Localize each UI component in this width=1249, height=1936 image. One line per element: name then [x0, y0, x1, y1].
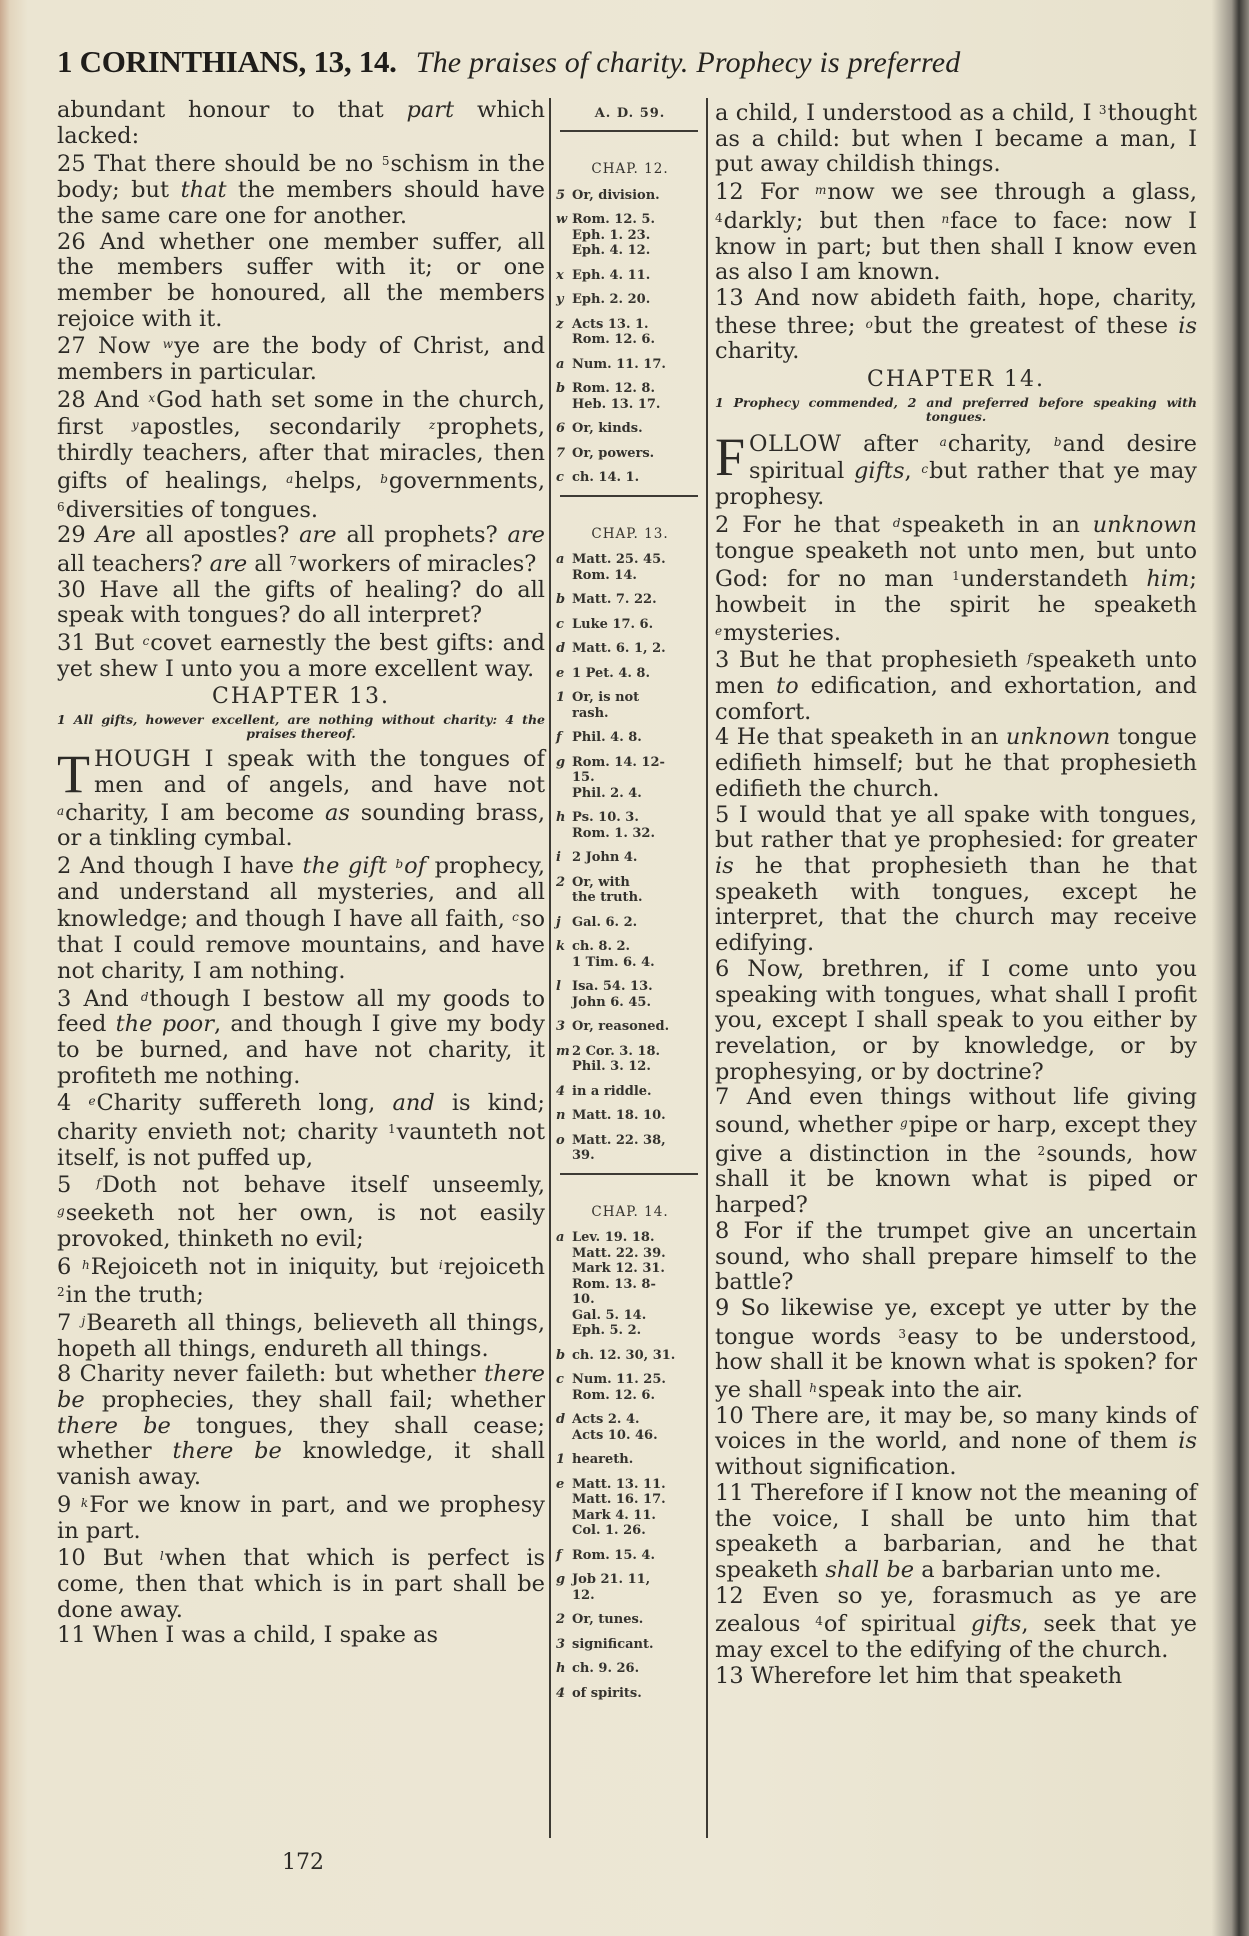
book-chapter-heading: 1 CORINTHIANS, 13, 14. — [57, 44, 397, 79]
reference-marker: z — [429, 418, 436, 433]
verse: 12 For $^m$now we see through a glass, $^4$darkly; but then $^n$face to face: now I know in part; but then shall I know even as also I am known. — [715, 179, 1197, 286]
verse: 26 And whether one member suffer, all the members suffer with it; or one member be honoured, all the members rejoice with it. — [57, 228, 545, 332]
verse: 6 Now, brethren, if I come unto you speaking with tongues, what shall I profit you, except I shall speak to you either by revelation, or by knowledge, or by prophesying, or by doctrine? — [715, 955, 1197, 1085]
verse: 13 Wherefore let him that speaketh — [715, 1662, 1123, 1689]
reference-marker: a — [556, 552, 565, 567]
verse: abundant honour to that part which lacked: — [57, 97, 545, 149]
verse: 29 Are all apostles? are all prophets? are all teachers? are all $^7$workers of miracles? — [57, 522, 545, 577]
cross-reference — [556, 381, 704, 412]
cross-reference — [556, 268, 704, 284]
verse: 5 $^f$Doth not behave itself unseemly, $^g$seeketh not her own, is not easily provoked, thinketh no evil; — [57, 1172, 545, 1252]
cross-reference — [556, 188, 704, 204]
reference-marker: a — [556, 356, 565, 372]
reference-marker: 3 — [556, 1019, 566, 1034]
reference-marker: x — [148, 390, 156, 405]
verse: 30 Have all the gifts of healing? do all speak with tongues? do all interpret? — [57, 576, 545, 629]
cross-reference — [556, 641, 704, 657]
reference-marker: 2 — [556, 1612, 566, 1627]
reference-marker: x — [556, 267, 564, 283]
chapter-reference-heading: CHAP. 13. — [591, 525, 669, 542]
reference-text: Lev. 19. 18. Matt. 22. 39. Mark 12. 31. Rom. 13. 8- 10. Gal. 5. 14. Eph. 5. 2. — [572, 1230, 666, 1338]
reference-text: Matt. 7. 22. — [572, 592, 657, 607]
cross-reference — [556, 317, 704, 348]
horizontal-rule — [560, 1173, 698, 1175]
cross-reference — [556, 617, 704, 633]
italic-text: and — [392, 1090, 435, 1117]
year-label: A. D. 59. — [594, 106, 666, 121]
verse: 10 There are, it may be, so many kinds of voices in the world, and none of them is without signification. — [715, 1402, 1197, 1481]
reference-marker: g — [556, 754, 566, 770]
reference-marker: e — [88, 1094, 96, 1109]
reference-marker: h — [809, 1381, 817, 1396]
verse: 8 Charity never faileth: but whether there be prophecies, they shall fail; whether there be tongues, they shall cease; whether there be knowledge, it shall vanish away. — [57, 1361, 545, 1491]
italic-text: there be — [57, 1361, 545, 1414]
cross-reference — [556, 1084, 704, 1100]
reference-text: in a riddle. — [572, 1083, 652, 1099]
italic-text: is — [1178, 312, 1197, 339]
reference-marker: 4 — [556, 1083, 566, 1099]
reference-marker: 3 — [556, 1636, 566, 1652]
reference-text: Or, reasoned. — [572, 1019, 670, 1034]
reference-text: heareth. — [572, 1452, 634, 1467]
left-text-column — [57, 98, 545, 1649]
reference-marker: a — [286, 471, 294, 486]
reference-text: Rom. 12. 5. Eph. 1. 23. Eph. 4. 12. — [572, 212, 655, 258]
reference-marker: 4 — [556, 1685, 566, 1701]
reference-text: Matt. 25. 45. Rom. 14. — [572, 552, 666, 583]
reference-marker: h — [81, 1257, 90, 1272]
reference-marker: c — [556, 470, 564, 485]
italic-text: Are — [95, 522, 136, 549]
cross-reference — [556, 755, 704, 802]
reference-text: 2 John 4. — [572, 850, 638, 865]
reference-marker: e — [556, 1476, 565, 1492]
reference-marker: c — [142, 634, 150, 649]
horizontal-rule — [560, 495, 698, 497]
reference-marker: g — [556, 1572, 566, 1587]
reference-marker: z — [556, 316, 564, 332]
reference-marker: b — [380, 471, 388, 486]
reference-marker: i — [438, 1257, 443, 1272]
column-divider — [549, 98, 551, 1838]
reference-marker: e — [556, 665, 565, 681]
reference-marker: f — [1027, 651, 1032, 666]
chapter-reference-heading: CHAP. 12. — [591, 161, 669, 177]
cross-reference — [556, 1661, 704, 1677]
italic-text: of — [404, 852, 427, 879]
reference-marker: b — [556, 592, 566, 607]
cross-reference — [556, 1108, 704, 1124]
reference-text: of spirits. — [572, 1685, 642, 1701]
reference-marker: 6 — [556, 421, 566, 436]
reference-marker: l — [159, 1549, 164, 1564]
cross-reference — [556, 1477, 704, 1539]
reference-marker: n — [556, 1108, 566, 1123]
verse: FOLLOW after $^a$charity, $^b$and desire spiritual gifts, $^c$but rather that ye may prophesy. — [715, 426, 1197, 511]
reference-marker: i — [556, 850, 561, 865]
verse: a child, I understood as a child, I $^3$thought as a child: but when I became a man, I put away childish things. — [715, 100, 1197, 178]
reference-text: Num. 11. 25. Rom. 12. 6. — [572, 1372, 666, 1403]
cross-reference — [556, 1572, 704, 1603]
reference-marker: 1 — [556, 690, 566, 705]
reference-text: Eph. 4. 11. — [572, 267, 651, 283]
cross-reference — [556, 1044, 704, 1075]
reference-marker: a — [556, 1230, 565, 1245]
italic-text: there be — [57, 1412, 171, 1439]
cross-reference — [556, 1548, 704, 1564]
reference-marker: o — [865, 316, 873, 331]
small-caps-opening: OLLOW — [749, 430, 842, 457]
reference-marker: d — [556, 1412, 566, 1427]
reference-text: Matt. 13. 11. Matt. 16. 17. Mark 4. 11. Col. 1. 26. — [572, 1476, 666, 1538]
cross-reference — [556, 1133, 704, 1164]
verse: 6 $^h$Rejoiceth not in iniquity, but $^i$rejoiceth $^2$in the truth; — [57, 1253, 546, 1309]
cross-reference — [556, 1452, 704, 1468]
italic-text: are — [209, 550, 248, 577]
reference-text: Isa. 54. 13. John 6. 45. — [572, 979, 653, 1010]
verse: 3 But he that prophesieth $^f$speaketh unto men to edification, and exhortation, and comfort. — [715, 647, 1197, 725]
reference-marker: b — [1053, 434, 1062, 449]
reference-text: Job 21. 11, 12. — [572, 1572, 651, 1603]
cross-reference — [556, 1348, 704, 1364]
reference-text: ch. 12. 30, 31. — [572, 1347, 676, 1363]
verse: 11 When I was a child, I spake as — [57, 1622, 438, 1649]
reference-marker: 2 — [556, 874, 566, 890]
reference-marker: l — [556, 979, 561, 994]
reference-marker: d — [892, 515, 901, 530]
reference-marker: 5 — [556, 187, 566, 203]
reference-text: Or, with the truth. — [572, 874, 643, 905]
cross-reference — [556, 1372, 704, 1403]
cross-reference — [556, 690, 704, 721]
reference-marker: y — [556, 292, 564, 307]
marginal-note-marker: 5 — [381, 154, 390, 169]
reference-marker: b — [556, 1347, 566, 1363]
verse: 2 For he that $^d$speaketh in an unknown tongue speaketh not unto men, but unto God: for no man $^1$understandeth him; howbeit in the spirit he speaketh $^e$mysteries. — [715, 511, 1197, 646]
reference-marker: a — [57, 803, 65, 818]
cross-reference — [556, 875, 704, 906]
reference-marker: c — [556, 616, 564, 632]
reference-text: Luke 17. 6. — [572, 616, 654, 632]
italic-text: gifts — [970, 1611, 1022, 1638]
cross-reference — [556, 292, 704, 308]
reference-marker: 7 — [556, 445, 566, 461]
page-summary-heading: The praises of charity. Prophecy is preferred — [415, 46, 961, 79]
cross-reference — [556, 552, 704, 583]
cross-reference — [556, 357, 704, 373]
reference-text: Or, is not rash. — [572, 690, 640, 721]
verse: 4 He that speaketh in an unknown tongue edifieth himself; but he that prophesieth edifieth the church. — [715, 724, 1197, 802]
verse: 7 And even things without life giving sound, whether $^g$pipe or harp, except they give a distinction in the $^2$sounds, how shall it be known what is piped or harped? — [715, 1084, 1198, 1219]
reference-marker: c — [921, 462, 929, 477]
marginal-note-marker: 3 — [1098, 103, 1107, 117]
italic-text: unknown — [1092, 511, 1197, 538]
verse: 25 That there should be no $^5$schism in the body; but that the members should have the same care one for another. — [57, 151, 545, 229]
italic-text: gifts — [853, 458, 905, 485]
cross-reference — [556, 915, 704, 931]
marginal-note-marker: 2 — [57, 1285, 65, 1300]
reference-marker: w — [556, 212, 568, 227]
reference-text: ch. 14. 1. — [572, 470, 640, 485]
reference-text: Phil. 4. 8. — [572, 730, 642, 745]
reference-marker: f — [556, 1547, 562, 1563]
reference-marker: k — [80, 1495, 89, 1510]
reference-text: Matt. 22. 38, 39. — [572, 1132, 666, 1163]
italic-text: shall be — [825, 1556, 915, 1583]
cross-reference — [556, 212, 704, 259]
drop-cap: F — [715, 426, 746, 487]
column-divider — [706, 98, 708, 1838]
chapter-summary: 1 Prophecy commended, 2 and preferred before speaking with tongues. — [715, 394, 1197, 424]
marginal-note-marker: 1 — [387, 1122, 396, 1137]
cross-reference — [556, 1230, 704, 1339]
italic-text: the poor — [115, 1011, 214, 1038]
marginal-note-marker: 2 — [1037, 1143, 1046, 1158]
reference-text: ch. 9. 26. — [572, 1661, 640, 1676]
reference-text: 2 Cor. 3. 18. Phil. 3. 12. — [572, 1043, 661, 1074]
reference-text: Gal. 6. 2. — [572, 914, 638, 930]
cross-reference — [556, 850, 704, 866]
italic-text: there be — [172, 1438, 282, 1465]
small-caps-opening: HOUGH I — [94, 746, 215, 773]
verse: 28 And $^x$God hath set some in the church, first $^y$apostles, secondarily $^z$prophets, thirdly teachers, after that miracles, then gifts of healings, $^a$helps, $^b$governments, $^6$diversities of tongues. — [57, 386, 546, 523]
italic-text: that — [180, 177, 227, 204]
cross-reference — [556, 666, 704, 682]
cross-reference — [556, 421, 704, 437]
reference-marker: b — [556, 381, 566, 396]
reference-text: Rom. 12. 8. Heb. 13. 17. — [572, 381, 661, 412]
verse: 27 Now $^w$ye are the body of Christ, and members in particular. — [57, 333, 545, 386]
drop-cap: T — [57, 744, 90, 805]
marginal-note-marker: 3 — [898, 1326, 907, 1341]
marginal-note-marker: 6 — [57, 499, 65, 514]
cross-reference — [556, 810, 704, 841]
reference-marker: c — [556, 1372, 564, 1387]
horizontal-rule — [560, 130, 698, 132]
cross-reference — [556, 730, 704, 746]
reference-text: Num. 11. 17. — [572, 356, 666, 372]
chapter-reference-heading: CHAP. 14. — [591, 1203, 669, 1220]
verse: 12 Even so ye, forasmuch as ye are zealous $^4$of spiritual gifts, seek that ye may excel to the edifying of the church. — [715, 1582, 1197, 1664]
verse: 10 But $^l$when that which is perfect is come, then that which is in part shall be done away. — [57, 1545, 545, 1623]
italic-text: to — [776, 673, 799, 700]
reference-marker: n — [941, 211, 950, 226]
reference-text: Eph. 2. 20. — [572, 292, 651, 307]
reference-text: Acts 2. 4. Acts 10. 46. — [572, 1412, 658, 1443]
verse: 4 $^e$Charity suffereth long, and is kind; charity envieth not; charity $^1$vaunteth not itself, is not puffed up, — [57, 1090, 546, 1171]
italic-text: part — [406, 97, 455, 123]
marginal-note-marker: 4 — [715, 210, 723, 225]
reference-marker: f — [556, 730, 562, 745]
reference-text: Matt. 6. 1, 2. — [572, 641, 666, 656]
cross-reference — [556, 1412, 704, 1443]
reference-marker: b — [395, 856, 404, 871]
reference-marker: h — [556, 810, 566, 825]
italic-text: the gift — [302, 852, 387, 879]
cross-reference — [556, 979, 704, 1010]
cross-reference — [556, 470, 704, 486]
cross-reference — [556, 1019, 704, 1035]
reference-text: significant. — [572, 1636, 654, 1652]
verse: 7 $^j$Beareth all things, believeth all things, hopeth all things, endureth all things. — [57, 1309, 546, 1362]
verse: THOUGH I speak with the tongues of men and of angels, and have not $^a$charity, I am become as sounding brass, or a tinkling cymbal. — [57, 744, 546, 852]
reference-marker: c — [512, 910, 519, 925]
italic-text: are — [299, 522, 337, 549]
reference-marker: j — [556, 914, 561, 930]
italic-text: is — [715, 852, 734, 879]
cross-reference-column — [556, 98, 704, 1710]
right-text-column — [715, 98, 1197, 1689]
verse: 2 And though I have the gift $^b$of prophecy, and understand all mysteries, and all knowledge; and though I have all faith, $^c$so that I could remove mountains, and have not charity, I am nothing. — [57, 852, 545, 984]
cross-reference — [556, 1612, 704, 1628]
verse: 8 For if the trumpet give an uncertain sound, who shall prepare himself to the battle? — [715, 1217, 1197, 1296]
reference-marker: o — [556, 1132, 565, 1148]
cross-reference — [556, 1686, 704, 1702]
cross-reference — [556, 446, 704, 462]
verse: 9 So likewise ye, except ye utter by the tongue words $^3$easy to be understood, how shall it be known what is spoken? for ye shall $^h$speak into the air. — [715, 1294, 1197, 1404]
marginal-note-marker: 4 — [815, 1614, 823, 1629]
reference-marker: k — [556, 939, 566, 954]
reference-marker: m — [814, 183, 827, 198]
reference-marker: y — [131, 418, 139, 433]
verse: 11 Therefore if I know not the meaning of the voice, I shall be unto him that speaketh a barbarian, and he that speaketh shall be a barbarian unto me. — [715, 1479, 1197, 1583]
reference-marker: g — [900, 1116, 908, 1131]
cross-reference — [556, 592, 704, 608]
chapter-heading: CHAPTER 14. — [867, 367, 1045, 393]
verse: 31 But $^c$covet earnestly the best gifts: and yet shew I unto you a more excellent way. — [57, 630, 545, 682]
reference-marker: d — [140, 989, 149, 1004]
reference-marker: f — [96, 1176, 101, 1191]
reference-text: Or, division. — [572, 187, 660, 203]
verse: 3 And $^d$though I bestow all my goods to feed the poor, and though I give my body to be burned, and have not charity, it profiteth me nothing. — [57, 985, 546, 1089]
reference-marker: e — [715, 623, 723, 638]
reference-marker: g — [57, 1204, 65, 1219]
reference-text: Ps. 10. 3. Rom. 1. 32. — [572, 810, 655, 841]
running-header — [57, 44, 1197, 80]
chapter-summary: 1 All gifts, however excellent, are nothing without charity: 4 the praises thereof. — [57, 712, 545, 742]
reference-text: 1 Pet. 4. 8. — [572, 665, 650, 681]
verse: 5 I would that ye all spake with tongues, but rather that ye prophesied: for greater is he that prophesieth than he that speaketh with tongues, except he interpret, that the church may receive edifying. — [715, 801, 1197, 957]
italic-text: is — [1178, 1428, 1197, 1455]
italic-text: unknown — [1005, 724, 1111, 751]
reference-text: Or, kinds. — [572, 421, 643, 436]
reference-text: Rom. 15. 4. — [572, 1547, 655, 1563]
reference-marker: 1 — [556, 1452, 566, 1467]
reference-marker: m — [556, 1043, 570, 1059]
reference-text: Or, powers. — [572, 445, 655, 461]
verse: 13 And now abideth faith, hope, charity, these three; $^o$but the greatest of these is charity. — [715, 284, 1197, 365]
marginal-note-marker: 1 — [952, 569, 960, 584]
reference-marker: d — [556, 641, 566, 656]
verse: 9 $^k$For we know in part, and we prophesy in part. — [57, 1491, 545, 1544]
reference-marker: a — [939, 434, 947, 449]
reference-marker: h — [556, 1661, 566, 1676]
reference-text: ch. 8. 2. 1 Tim. 6. 4. — [572, 939, 655, 970]
italic-text: him — [1146, 566, 1190, 593]
reference-text: Matt. 18. 10. — [572, 1108, 666, 1123]
reference-text: Or, tunes. — [572, 1612, 644, 1627]
marginal-note-marker: 7 — [289, 553, 297, 568]
reference-text: Acts 13. 1. Rom. 12. 6. — [572, 316, 655, 347]
reference-marker: j — [81, 1313, 86, 1328]
italic-text: as — [324, 799, 350, 826]
cross-reference — [556, 939, 704, 970]
cross-reference — [556, 1637, 704, 1653]
italic-text: are — [507, 522, 545, 549]
page-number: 172 — [282, 1850, 324, 1875]
chapter-heading: CHAPTER 13. — [212, 684, 390, 710]
reference-marker: w — [162, 337, 174, 352]
reference-text: Rom. 14. 12- 15. Phil. 2. 4. — [572, 754, 665, 801]
